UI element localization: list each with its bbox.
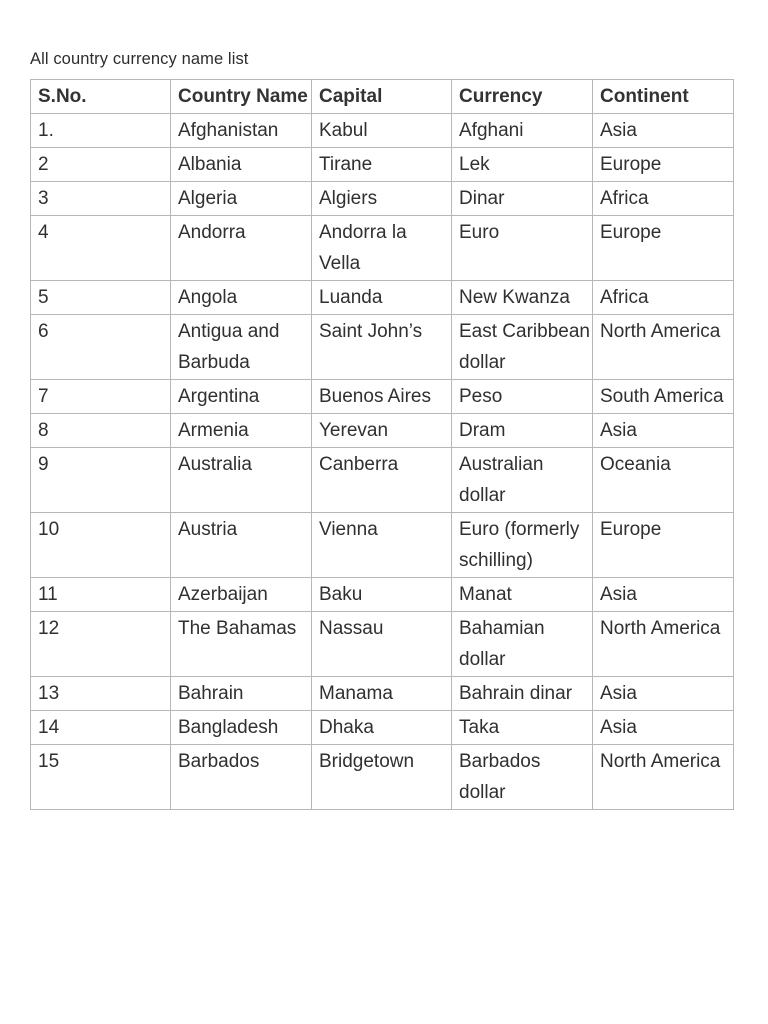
- cell-currency: Lek: [452, 148, 593, 182]
- table-row: [31, 612, 734, 677]
- cell-currency: Dram: [452, 414, 593, 448]
- cell-country-name: Albania: [171, 148, 312, 182]
- cell-country-name: Azerbaijan: [171, 578, 312, 612]
- cell-currency: Taka: [452, 711, 593, 745]
- cell-sno: 5: [31, 281, 171, 315]
- cell-sno: 6: [31, 315, 171, 380]
- cell-currency: Euro: [452, 216, 593, 281]
- cell-sno: 11: [31, 578, 171, 612]
- header-sno: S.No.: [31, 80, 171, 114]
- cell-country-name: Antigua and Barbuda: [171, 315, 312, 380]
- table-row: [31, 182, 734, 216]
- cell-capital: Dhaka: [312, 711, 452, 745]
- cell-continent: North America: [593, 612, 734, 677]
- cell-capital: Bridgetown: [312, 745, 452, 810]
- cell-sno: 12: [31, 612, 171, 677]
- cell-sno: 15: [31, 745, 171, 810]
- cell-country-name: Andorra: [171, 216, 312, 281]
- cell-currency: Barbados dollar: [452, 745, 593, 810]
- cell-sno: 8: [31, 414, 171, 448]
- cell-continent: Europe: [593, 148, 734, 182]
- header-row: [31, 80, 734, 114]
- cell-capital: Kabul: [312, 114, 452, 148]
- cell-capital: Nassau: [312, 612, 452, 677]
- cell-capital: Andorra la Vella: [312, 216, 452, 281]
- cell-capital: Canberra: [312, 448, 452, 513]
- table-row: [31, 315, 734, 380]
- cell-continent: North America: [593, 745, 734, 810]
- cell-continent: Asia: [593, 114, 734, 148]
- cell-continent: Europe: [593, 513, 734, 578]
- cell-capital: Saint John’s: [312, 315, 452, 380]
- table-row: [31, 677, 734, 711]
- cell-sno: 7: [31, 380, 171, 414]
- cell-capital: Buenos Aires: [312, 380, 452, 414]
- header-country-name: Country Name: [171, 80, 312, 114]
- table-body: [31, 114, 734, 810]
- cell-country-name: Barbados: [171, 745, 312, 810]
- cell-continent: Asia: [593, 711, 734, 745]
- cell-currency: Bahrain dinar: [452, 677, 593, 711]
- table-row: [31, 114, 734, 148]
- cell-currency: Euro (formerly schilling): [452, 513, 593, 578]
- table-row: [31, 745, 734, 810]
- cell-sno: 4: [31, 216, 171, 281]
- header-currency: Currency: [452, 80, 593, 114]
- cell-continent: Asia: [593, 578, 734, 612]
- cell-country-name: Afghanistan: [171, 114, 312, 148]
- table-row: [31, 448, 734, 513]
- cell-country-name: Armenia: [171, 414, 312, 448]
- cell-sno: 14: [31, 711, 171, 745]
- cell-country-name: Australia: [171, 448, 312, 513]
- cell-country-name: Austria: [171, 513, 312, 578]
- cell-capital: Yerevan: [312, 414, 452, 448]
- cell-continent: Asia: [593, 677, 734, 711]
- table-row: [31, 380, 734, 414]
- header-capital: Capital: [312, 80, 452, 114]
- table-row: [31, 148, 734, 182]
- cell-capital: Algiers: [312, 182, 452, 216]
- cell-country-name: The Bahamas: [171, 612, 312, 677]
- cell-continent: Asia: [593, 414, 734, 448]
- cell-country-name: Algeria: [171, 182, 312, 216]
- cell-currency: Afghani: [452, 114, 593, 148]
- cell-sno: 3: [31, 182, 171, 216]
- cell-sno: 2: [31, 148, 171, 182]
- cell-currency: Peso: [452, 380, 593, 414]
- cell-capital: Baku: [312, 578, 452, 612]
- cell-currency: Australian dollar: [452, 448, 593, 513]
- cell-currency: Dinar: [452, 182, 593, 216]
- cell-continent: Europe: [593, 216, 734, 281]
- cell-sno: 1.: [31, 114, 171, 148]
- cell-country-name: Bahrain: [171, 677, 312, 711]
- country-currency-table: [30, 79, 734, 810]
- table-row: [31, 281, 734, 315]
- table-row: [31, 414, 734, 448]
- table-row: [31, 216, 734, 281]
- table-header: [31, 80, 734, 114]
- table-row: [31, 711, 734, 745]
- cell-sno: 10: [31, 513, 171, 578]
- cell-capital: Tirane: [312, 148, 452, 182]
- cell-country-name: Angola: [171, 281, 312, 315]
- table-row: [31, 513, 734, 578]
- cell-capital: Vienna: [312, 513, 452, 578]
- header-continent: Continent: [593, 80, 734, 114]
- cell-country-name: Argentina: [171, 380, 312, 414]
- cell-currency: New Kwanza: [452, 281, 593, 315]
- table-row: [31, 578, 734, 612]
- cell-continent: North America: [593, 315, 734, 380]
- cell-continent: Africa: [593, 182, 734, 216]
- page-title: All country currency name list: [30, 50, 249, 68]
- cell-sno: 13: [31, 677, 171, 711]
- cell-sno: 9: [31, 448, 171, 513]
- cell-currency: Manat: [452, 578, 593, 612]
- cell-capital: Manama: [312, 677, 452, 711]
- cell-continent: Oceania: [593, 448, 734, 513]
- cell-capital: Luanda: [312, 281, 452, 315]
- cell-continent: Africa: [593, 281, 734, 315]
- cell-currency: East Caribbean dollar: [452, 315, 593, 380]
- cell-currency: Bahamian dollar: [452, 612, 593, 677]
- cell-continent: South America: [593, 380, 734, 414]
- cell-country-name: Bangladesh: [171, 711, 312, 745]
